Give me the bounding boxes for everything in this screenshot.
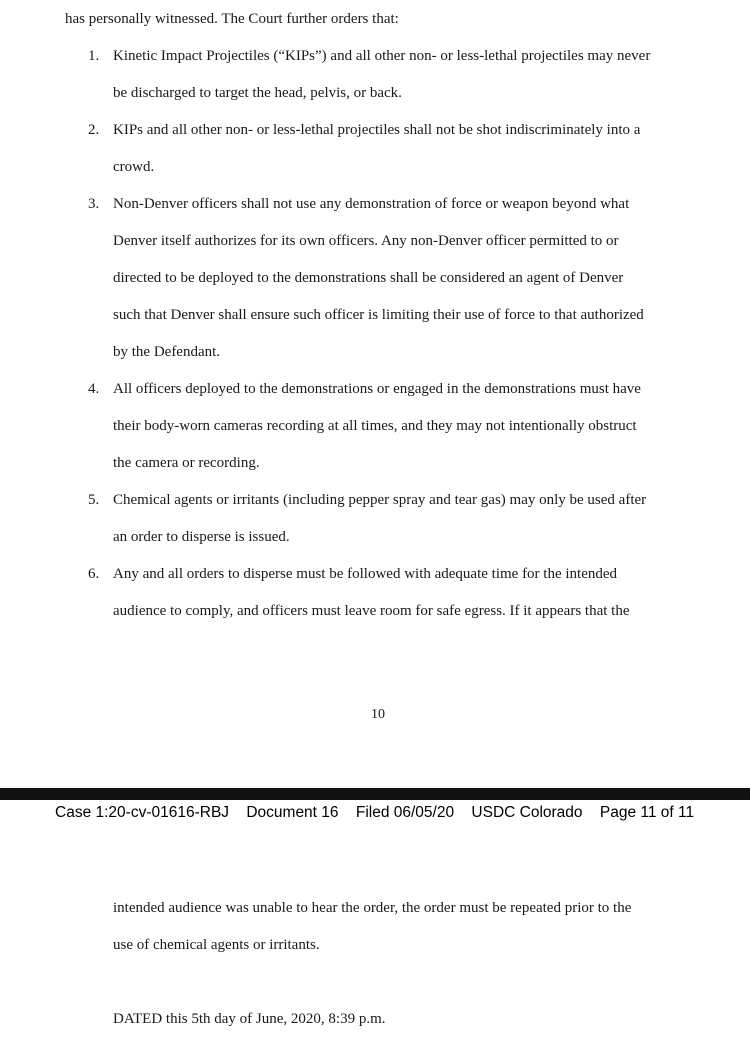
list-item-text: an order to disperse is issued. bbox=[113, 529, 290, 545]
document-number: Document 16 bbox=[246, 804, 339, 821]
filed-date: Filed 06/05/20 bbox=[355, 804, 455, 821]
list-item-text: Non-Denver officers shall not use any demonstration of force or weapon beyond what bbox=[113, 196, 630, 212]
list-item-text: All officers deployed to the demonstrations or engaged in the demonstrations must have bbox=[113, 381, 641, 397]
page-separator bbox=[0, 788, 750, 800]
continuation-text: intended audience was unable to hear the order, the order must be repeated prior to the bbox=[113, 900, 632, 916]
list-item-text: Kinetic Impact Projectiles (“KIPs”) and all other non- or less-lethal projectiles may never bbox=[113, 48, 651, 64]
list-item-text: their body-worn cameras recording at all times, and they may not intentionally obstruct bbox=[113, 418, 637, 434]
court-name: USDC Colorado bbox=[471, 804, 583, 821]
case-number: Case 1:20-cv-01616-RBJ bbox=[55, 804, 230, 821]
list-item-text: crowd. bbox=[113, 159, 155, 175]
list-item-text: Chemical agents or irritants (including pepper spray and tear gas) may only be used after bbox=[113, 492, 647, 508]
list-item-text: directed to be deployed to the demonstrations shall be considered an agent of Denver bbox=[113, 270, 624, 286]
list-item-number: 2. bbox=[88, 122, 100, 138]
continuation-text: use of chemical agents or irritants. bbox=[113, 937, 320, 953]
page-number: 10 bbox=[371, 707, 385, 722]
dated-line: DATED this 5th day of June, 2020, 8:39 p.m. bbox=[113, 1011, 386, 1027]
list-item-text: audience to comply, and officers must leave room for safe egress. If it appears that the bbox=[113, 603, 630, 619]
list-item-number: 5. bbox=[88, 492, 100, 508]
list-item-number: 3. bbox=[88, 196, 100, 212]
list-item-text: be discharged to target the head, pelvis, or back. bbox=[113, 85, 402, 101]
intro-line: has personally witnessed. The Court further orders that: bbox=[65, 11, 399, 27]
list-item-text: Denver itself authorizes for its own officers. Any non-Denver officer permitted to or bbox=[113, 233, 619, 249]
list-item-text: the camera or recording. bbox=[113, 455, 260, 471]
list-item-text: by the Defendant. bbox=[113, 344, 221, 360]
list-item-text: such that Denver shall ensure such officer is limiting their use of force to that authorized bbox=[113, 307, 644, 323]
case-header bbox=[55, 803, 707, 823]
page-count: Page 11 of 11 bbox=[599, 804, 695, 821]
list-item-number: 4. bbox=[88, 381, 100, 397]
list-item-number: 6. bbox=[88, 566, 100, 582]
list-item-number: 1. bbox=[88, 48, 100, 64]
list-item-text: Any and all orders to disperse must be followed with adequate time for the intended bbox=[113, 566, 618, 582]
list-item-text: KIPs and all other non- or less-lethal projectiles shall not be shot indiscriminately into a bbox=[113, 122, 641, 138]
